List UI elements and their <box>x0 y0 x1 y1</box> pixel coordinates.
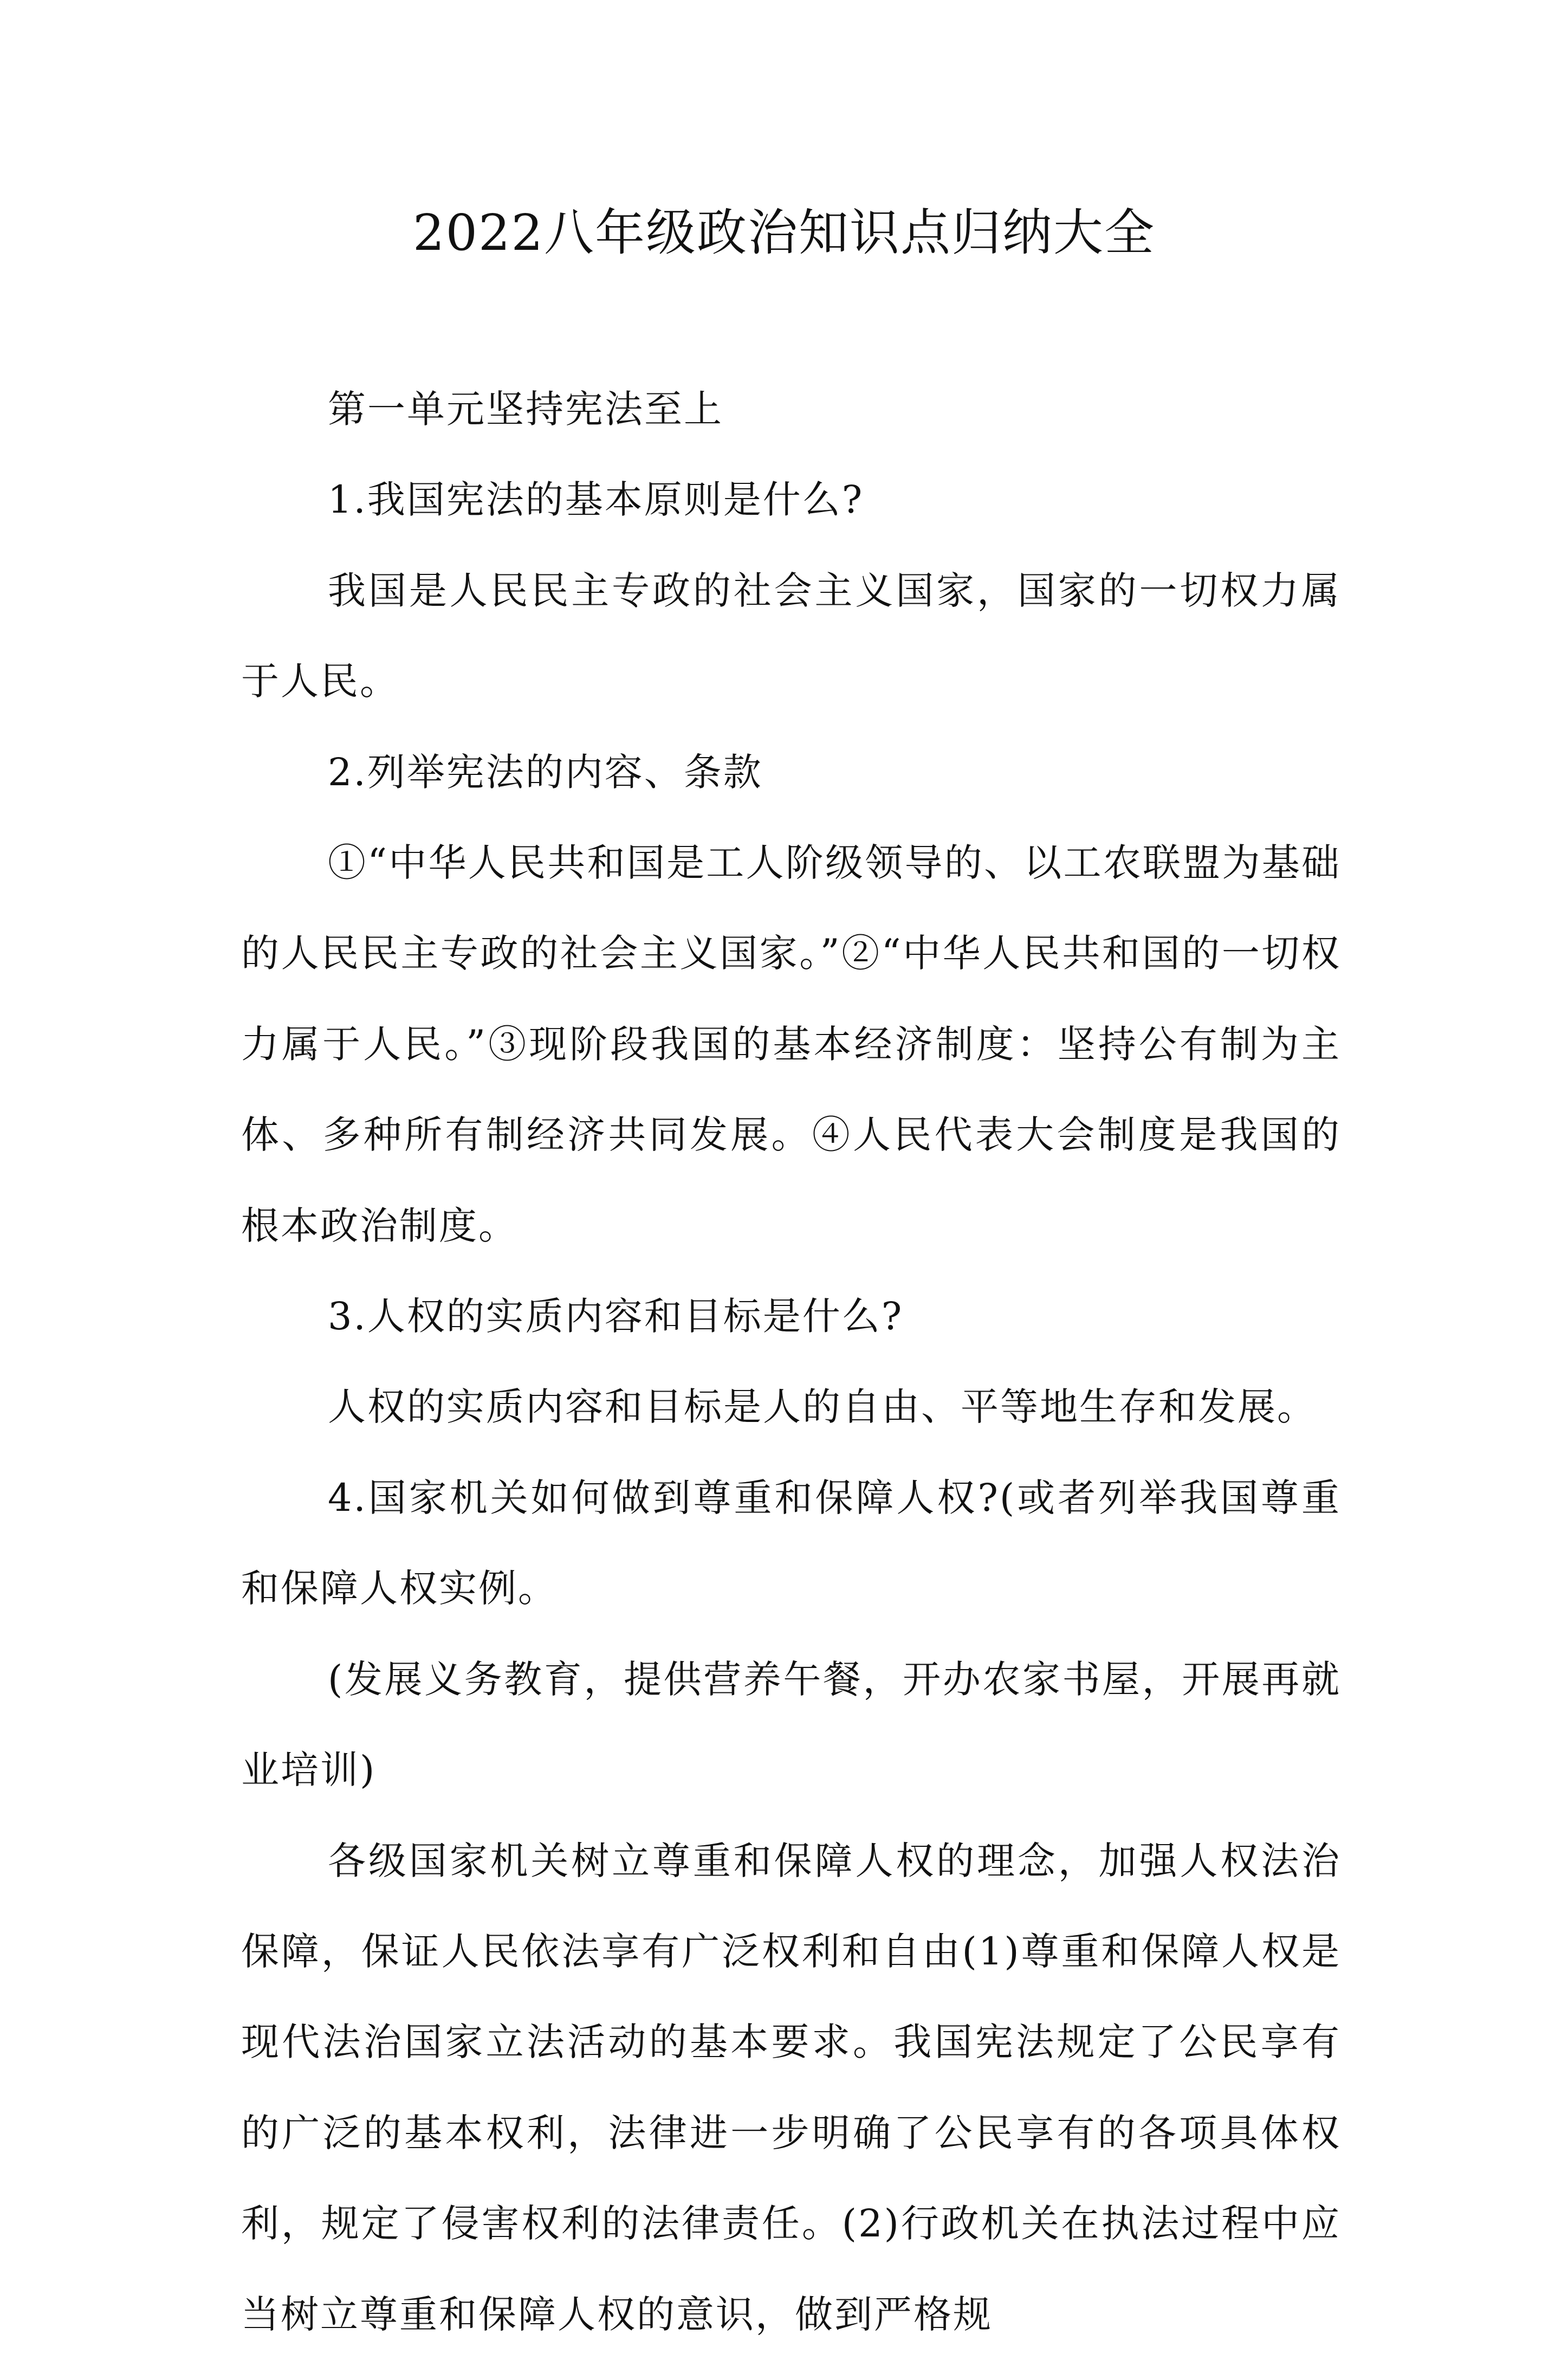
answer-3: 人权的实质内容和目标是人的自由、平等地生存和发展。 <box>328 1385 1317 1430</box>
section-heading: 第一单元坚持宪法至上 <box>328 387 723 431</box>
examples-note: (发展义务教育，提供营养午餐，开办农家书屋，开展再就业培训) <box>241 1657 1341 1793</box>
answer-4: 各级国家机关树立尊重和保障人权的理念，加强人权法治保障，保证人民依法享有广泛权利和自由(1)尊重和保障人权是现代法治国家立法活动的基本要求。我国宪法规定了公民享有的广泛的基本权利，法律进一步明确了公民享有的各项具体权利，规定了侵害权利的法律责任。(2)行政机关在执法过程中应当树立尊重和保障人权的意识，做到严格规 <box>241 1838 1341 2337</box>
document-body <box>241 364 1341 2360</box>
document-title: 2022八年级政治知识点归纳大全 <box>412 204 1156 262</box>
question-2: 2.列举宪法的内容、条款 <box>328 749 763 794</box>
question-4: 4.国家机关如何做到尊重和保障人权?(或者列举我国尊重和保障人权实例。 <box>241 1475 1341 1611</box>
question-3: 3.人权的实质内容和目标是什么? <box>328 1294 904 1339</box>
question-1: 1.我国宪法的基本原则是什么? <box>328 477 864 522</box>
answer-2: ①“中华人民共和国是工人阶级领导的、以工农联盟为基础的人民民主专政的社会主义国家。”②“中华人民共和国的一切权力属于人民。”③现阶段我国的基本经济制度：坚持公有制为主体、多种所有制经济共同发展。④人民代表大会制度是我国的根本政治制度。 <box>241 840 1341 1248</box>
answer-1: 我国是人民民主专政的社会主义国家，国家的一切权力属于人民。 <box>241 568 1341 704</box>
